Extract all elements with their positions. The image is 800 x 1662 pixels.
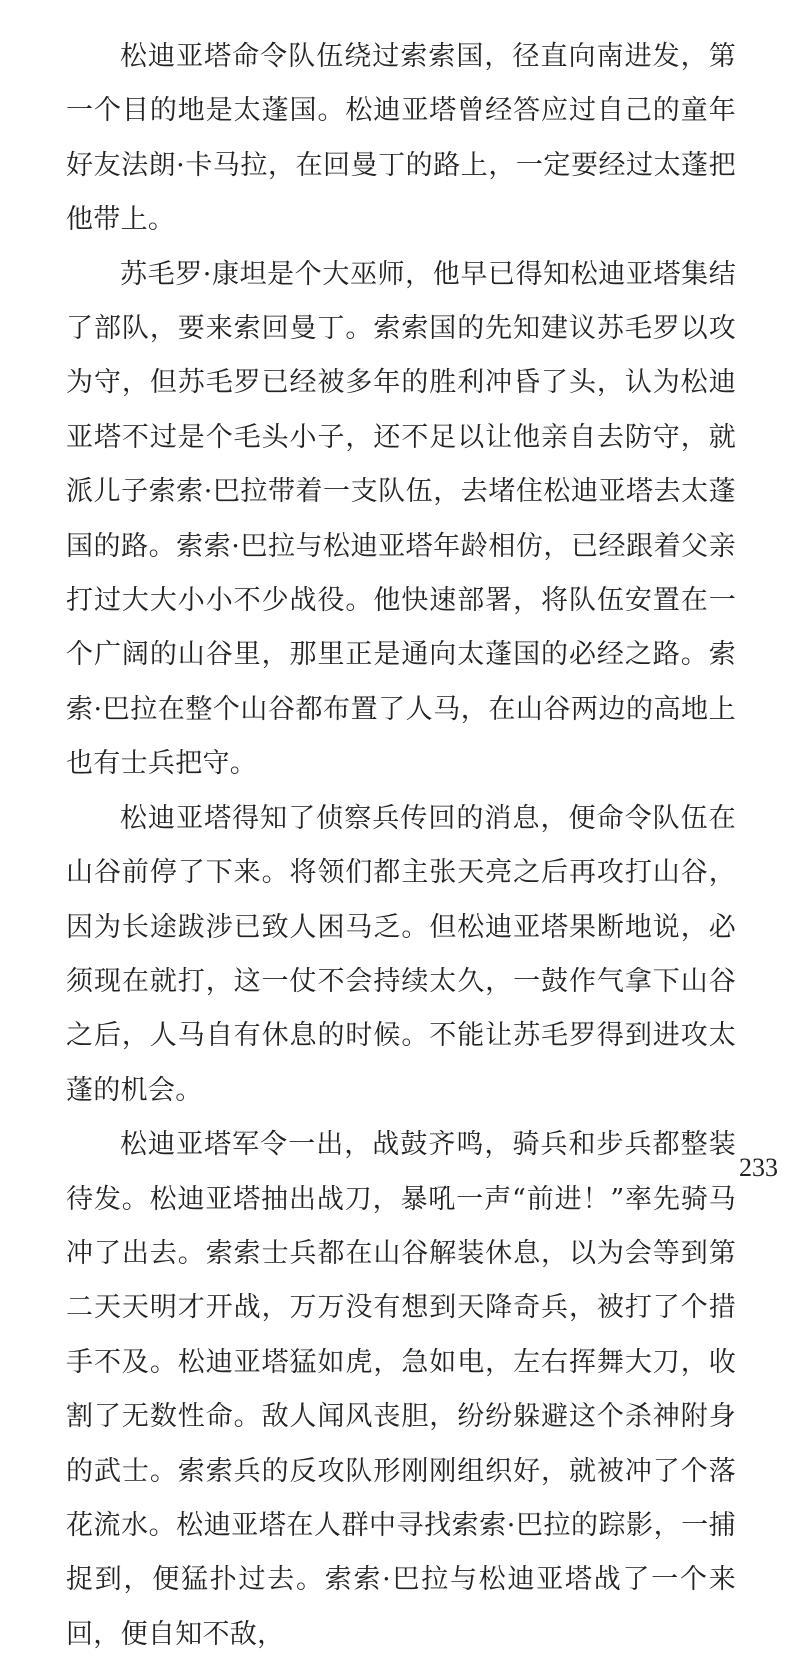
page-number: 233 xyxy=(739,1153,778,1182)
paragraph: 松迪亚塔军令一出，战鼓齐鸣，骑兵和步兵都整装待发。松迪亚塔抽出战刀，暴吼一声“前进！”率先骑马冲了出去。索索士兵都在山谷解装休息，以为会等到第二天天明才开战，万万没有想到天降奇兵，被打了个措手不及。松迪亚塔猛如虎，急如电，左右挥舞大刀，收割了无数性命。敌人闻风丧胆，纷纷躲避这个杀神附身的武士。索索兵的反攻队形刚刚组织好，就被冲了个落花流水。松迪亚塔在人群中寻找索索·巴拉的踪影，一捕捉到，便猛扑过去。索索·巴拉与松迪亚塔战了一个来回，便自知不敌， xyxy=(66,1129,736,1650)
paragraph: 苏毛罗·康坦是个大巫师，他早已得知松迪亚塔集结了部队，要来索回曼丁。索索国的先知建议苏毛罗以攻为守，但苏毛罗已经被多年的胜利冲昏了头，认为松迪亚塔不过是个毛头小子，还不足以让他亲自去防守，就派儿子索索·巴拉带着一支队伍，去堵住松迪亚塔去太蓬国的路。索索·巴拉与松迪亚塔年龄相仿，已经跟着父亲打过大大小小不少战役。他快速部署，将队伍安置在一个广阔的山谷里，那里正是通向太蓬国的必经之路。索索·巴拉在整个山谷都布置了人马，在山谷两边的高地上也有士兵把守。 xyxy=(66,258,736,780)
body-text xyxy=(66,30,736,1662)
paragraph: 松迪亚塔命令队伍绕过索索国，径直向南进发，第一个目的地是太蓬国。松迪亚塔曾经答应过自己的童年好友法朗·卡马拉，在回曼丁的路上，一定要经过太蓬把他带上。 xyxy=(66,41,736,236)
paragraph: 松迪亚塔得知了侦察兵传回的消息，便命令队伍在山谷前停了下来。将领们都主张天亮之后再攻打山谷，因为长途跋涉已致人困马乏。但松迪亚塔果断地说，必须现在就打，这一仗不会持续太久，一鼓作气拿下山谷之后，人马自有休息的时候。不能让苏毛罗得到进攻太蓬的机会。 xyxy=(66,802,736,1106)
